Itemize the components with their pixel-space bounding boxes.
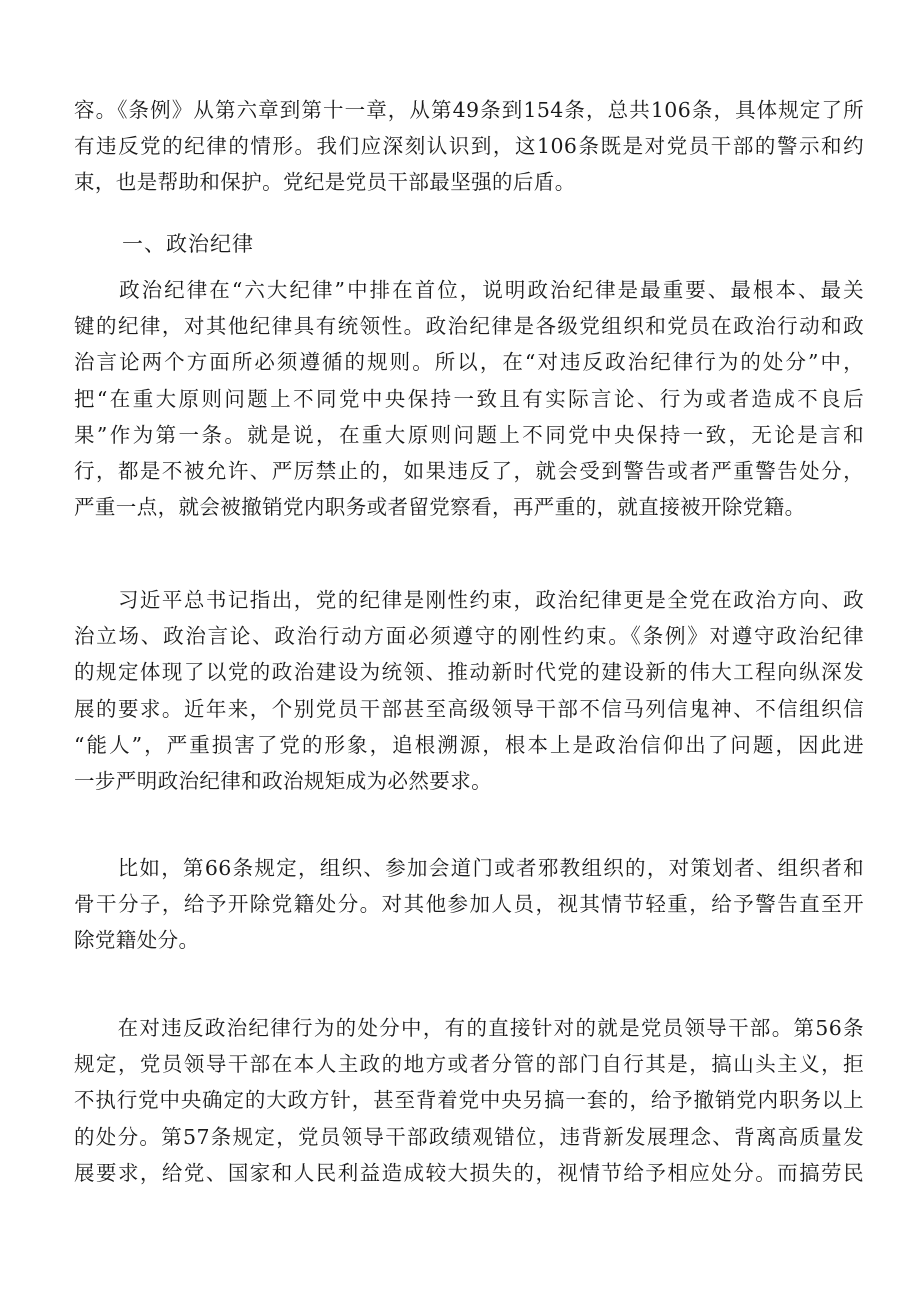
text-line: 果”作为第一条。就是说，在重大原则问题上不同党中央保持一致，无论是言和 [74, 422, 864, 447]
text-line: 展的要求。近年来，个别党员干部甚至高级领导干部不信马列信鬼神、不信组织信 [74, 696, 864, 721]
text-line: 政治纪律在“六大纪律”中排在首位，说明政治纪律是最重要、最根本、最关 [74, 278, 864, 302]
text-line: 展要求，给党、国家和人民利益造成较大损失的，视情节给予相应处分。而搞劳民 [74, 1160, 864, 1185]
text-line: 除党籍处分。 [74, 928, 200, 953]
text-line: 比如，第66条规定，组织、参加会道门或者邪教组织的，对策划者、组织者和 [74, 856, 864, 880]
text-line: 治立场、政治言论、政治行动方面必须遵守的刚性约束。《条例》对遵守政治纪律 [74, 624, 864, 649]
text-line: 规定，党员领导干部在本人主政的地方或者分管的部门自行其是，搞山头主义，拒 [74, 1052, 864, 1077]
text-line: 键的纪律，对其他纪律具有统领性。政治纪律是各级党组织和党员在政治行动和政 [74, 314, 864, 339]
text-line: 的规定体现了以党的政治建设为统领、推动新时代党的建设新的伟大工程向纵深发 [74, 660, 864, 685]
political-discipline-paragraph [74, 272, 864, 525]
text-line: 的处分。第57条规定，党员领导干部政绩观错位，违背新发展理念、背离高质量发 [74, 1124, 864, 1149]
intro-paragraph [74, 92, 864, 201]
article-66-paragraph [74, 850, 864, 959]
text-line: 有违反党的纪律的情形。我们应深刻认识到，这106条既是对党员干部的警示和约 [74, 134, 864, 159]
text-line: 习近平总书记指出，党的纪律是刚性约束，政治纪律更是全党在政治方向、政 [74, 588, 864, 612]
text-line: 把“在重大原则问题上不同党中央保持一致且有实际言论、行为或者造成不良后 [74, 386, 864, 411]
text-line: 不执行党中央确定的大政方针，甚至背着党中央另搞一套的，给予撤销党内职务以上 [74, 1088, 864, 1113]
text-line: 容。《条例》从第六章到第十一章，从第49条到154条，总共106条，具体规定了所 [74, 98, 864, 122]
text-line: 严重一点，就会被撤销党内职务或者留党察看，再严重的，就直接被开除党籍。 [74, 495, 806, 520]
xi-quote-paragraph [74, 582, 864, 799]
text-line: 在对违反政治纪律行为的处分中，有的直接针对的就是党员领导干部。第56条 [74, 1016, 864, 1040]
text-line: 束，也是帮助和保护。党纪是党员干部最坚强的后盾。 [74, 170, 576, 195]
section-heading: 一、政治纪律 [122, 232, 254, 256]
text-line: 行，都是不被允许、严厉禁止的，如果违反了，就会受到警告或者严重警告处分， [74, 458, 864, 483]
text-line: 一步严明政治纪律和政治规矩成为必然要求。 [74, 768, 492, 793]
text-line: 骨干分子，给予开除党籍处分。对其他参加人员，视其情节轻重，给予警告直至开 [74, 892, 864, 917]
text-line: 治言论两个方面所必须遵循的规则。所以，在“对违反政治纪律行为的处分”中， [74, 350, 864, 375]
text-line: “能人”，严重损害了党的形象，追根溯源，根本上是政治信仰出了问题，因此进 [74, 732, 864, 757]
leading-cadres-paragraph [74, 1010, 864, 1191]
